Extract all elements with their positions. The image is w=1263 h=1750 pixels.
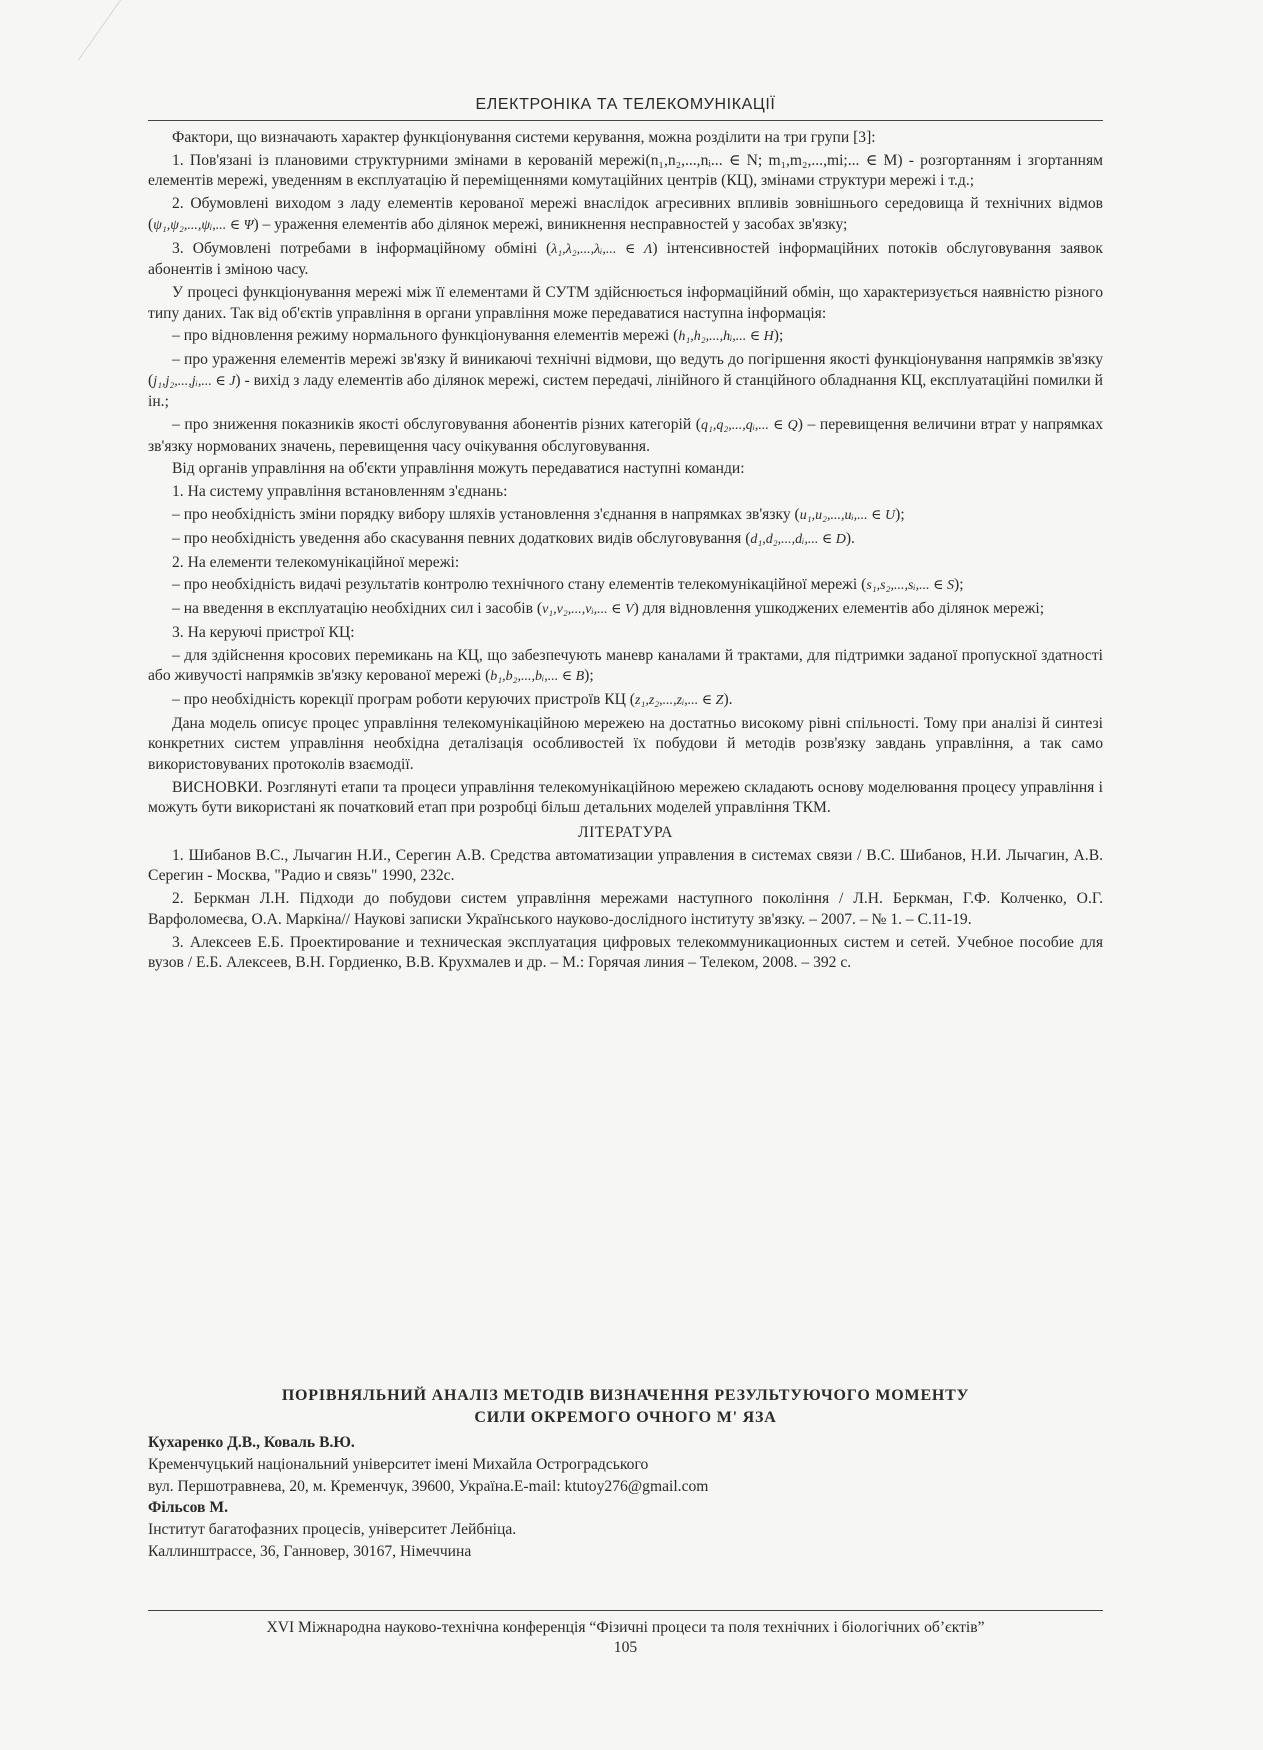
page-number: 105 [613,1639,638,1656]
math-s-set: s₁,s₂,...,sᵢ,... ∈ S [866,578,955,594]
factor-item-1: 1. Пов'язані із плановими структурними змінами в керованій мережі(n₁,n₂,...,nᵢ... ∈ N; m₁,m₂,...,mi;... ∈ M) - розгортанням і згортанням елементів мережі, уведенням в експлуатацію й переміщеннями комутаційних центрів (КЦ), змінами структури мережі і т.д.; [148,151,1103,190]
author-block [148,1432,1103,1563]
command-2b: – на введення в експлуатацію необхідних сил і засобів (v₁,v₂,...,vᵢ,... ∈ V) для відновлення ушкоджених елементів або ділянок мережі; [172,600,1045,618]
math-d-set: d₁,d₂,...,dᵢ,... ∈ D [750,531,846,547]
math-lambda-set: λ₁,λ₂,...,λᵢ,... ∈ Λ [551,241,653,257]
math-psi-set: ψ₁,ψ₂,...,ψᵢ,... ∈ Ψ [153,217,254,233]
command-3a: – для здійснення кросових перемикань на КЦ, що забезпечують маневр каналами й трактами, для підтримки заданої пропускної здатності або живучості напрямків зв'язку керованої мережі (b₁,b₂,...,bᵢ,... ∈ B); [148,646,1103,685]
math-j-set: j₁,j₂,...,jᵢ,... ∈ J [153,373,236,389]
info-item-2: – про ураження елементів мережі зв'язку й виникаючі технічні відмови, що ведуть до погіршення якості функціонування напрямків зв'язку (j₁,j₂,...,jᵢ,... ∈ J) - вихід з ладу елементів або ділянок мережі, систем передачі, лінійного й станційного обладнання КЦ, експлуатаційні помилки й ін.; [148,351,1103,411]
command-2a: – про необхідність видачі результатів контролю технічного стану елементів телекомунікаційної мережі (s₁,s₂,...,sᵢ,... ∈ S); [172,576,964,594]
paragraph-commands: Від органів управління на об'єкти управління можуть передаватися наступні команди: [172,460,745,478]
math-h-set: h₁,h₂,...,hᵢ,... ∈ H [678,329,774,345]
paragraph-model: Дана модель описує процес управління телекомунікаційною мережею на достатньо високому рівні спільності. Тому при аналізі й синтезі конкретних систем управління необхідна деталізація особливостей їх побудови й методів розв'язку завдань управління, а так само використовуваних протоколів взаємодії. [148,714,1103,773]
affiliation-2-line-2: Каллинштрассе, 36, Ганновер, 30167, Німеччина [148,1542,472,1560]
command-1b: – про необхідність уведення або скасування певних додаткових видів обслуговування (d₁,d₂,...,dᵢ,... ∈ D). [172,529,855,547]
command-group-2-title: 2. На елементи телекомунікаційної мережі: [172,553,460,571]
paragraph-conclusions: ВИСНОВКИ. Розглянуті етапи та процеси управління телекомунікаційною мережею складають основу моделювання процесу управління і можуть бути використані як початковий етап при розробці більш детальних моделей управління ТКМ. [148,778,1103,817]
info-item-1: – про відновлення режиму нормального функціонування елементів мережі (h₁,h₂,...,hᵢ,... ∈ H); [172,327,784,345]
affiliation-1-line-2: вул. Першотравнева, 20, м. Кременчук, 39600, Україна.E-mail: ktutoy276@gmail.com [148,1477,709,1495]
reference-item: 3. Алексеев Е.Б. Проектирование и техническая эксплуатация цифровых телекоммуникационных систем и сетей. Учебное пособие для вузов / Е.Б. Алексеев, В.Н. Гордиенко, В.В. Крухмалев и др. – М.: Горячая линия – Телеком, 2008. – 392 с. [148,933,1103,972]
reference-item: 2. Беркман Л.Н. Підходи до побудови систем управління мережами наступного покоління / Л.Н. Беркман, Г.Ф. Колченко, О.Г. Варфоломеєва, О.А. Маркіна// Наукові записки Українського науково-дослідного інституту зв'язку. – 2007. – № 1. – С.11-19. [148,890,1103,928]
command-group-1-title: 1. На систему управління встановленням з'єднань: [172,483,508,501]
scan-corner-mark [0,0,121,60]
conference-name: XVI Міжнародна науково-технічна конференція “Фізичні процеси та поля технічних і біологічних об’єктів” [266,1619,985,1636]
running-header: ЕЛЕКТРОНІКА ТА ТЕЛЕКОМУНІКАЦІЇ [475,96,776,113]
paragraph-process: У процесі функціонування мережі між її елементами й СУТМ здійснюється інформаційний обмін, що характеризується наявністю різного типу даних. Так від об'єктів управління в органи управління може передаватися наступна інформація: [148,283,1103,322]
main-text [148,128,1103,976]
math-b-set: b₁,b₂,...,bᵢ,... ∈ B [490,669,585,685]
header-rule [148,120,1103,121]
paragraph-intro: Фактори, що визначають характер функціонування системи керування, можна розділити на три групи [3]: [172,129,876,146]
article-title: ПОРІВНЯЛЬНИЙ АНАЛІЗ МЕТОДІВ ВИЗНАЧЕННЯ РЕЗУЛЬТУЮЧОГО МОМЕНТУ СИЛИ ОКРЕМОГО ОЧНОГО М' ЯЗА [281,1387,970,1426]
affiliation-1-line-1: Кременчуцький національний університет імені Михайла Остроградського [148,1455,649,1473]
command-group-3-title: 3. На керуючі пристрої КЦ: [172,623,355,641]
factor-item-2: 2. Обумовлені виходом з ладу елементів керованої мережі внаслідок агресивних впливів зовнішнього середовища й технічних відмов (ψ₁,ψ₂,...,ψᵢ,... ∈ Ψ) – ураження елементів або ділянок мережі, виникнення несправностей у засобах зв'язку; [148,195,1103,233]
command-1a: – про необхідність зміни порядку вибору шляхів установлення з'єднання в напрямках зв'язку (u₁,u₂,...,uᵢ,... ∈ U); [172,505,905,523]
math-z-set: z₁,z₂,...,zᵢ,... ∈ Z [635,693,724,709]
authors-2: Фільсов М. [148,1499,228,1517]
reference-item: 1. Шибанов В.С., Лычагин Н.И., Серегин А.В. Средства автоматизации управления в системах связи / В.С. Шибанов, Н.И. Лычагин, А.В. Серегин - Москва, "Радио и связь" 1990, 232с. [148,846,1103,885]
authors-1: Кухаренко Д.В., Коваль В.Ю. [148,1434,355,1451]
math-q-set: q₁,q₂,...,qᵢ,... ∈ Q [700,418,798,434]
factor-item-3: 3. Обумовлені потребами в інформаційному обміні (λ₁,λ₂,...,λᵢ,... ∈ Λ) інтенсивностей інформаційних потоків обслуговування заявок абонентів і зміною часу. [148,239,1103,279]
math-u-set: u₁,u₂,...,uᵢ,... ∈ U [799,507,896,523]
footer-rule [148,1610,1103,1611]
math-v-set: v₁,v₂,...,vᵢ,... ∈ V [542,602,634,618]
info-item-3: – про зниження показників якості обслуговування абонентів різних категорій (q₁,q₂,...,qᵢ,... ∈ Q) – перевищення величини втрат у напрямках зв'язку нормованих значень, перевищення часу очікування обслуговування. [148,416,1103,455]
affiliation-2-line-1: Інститут багатофазних процесів, університет Лейбніца. [148,1521,517,1539]
page-footer [148,1618,1103,1658]
command-3b: – про необхідність корекції програм роботи керуючих пристроїв КЦ (z₁,z₂,...,zᵢ,... ∈ Z). [172,691,733,709]
literature-title: ЛІТЕРАТУРА [578,823,673,841]
